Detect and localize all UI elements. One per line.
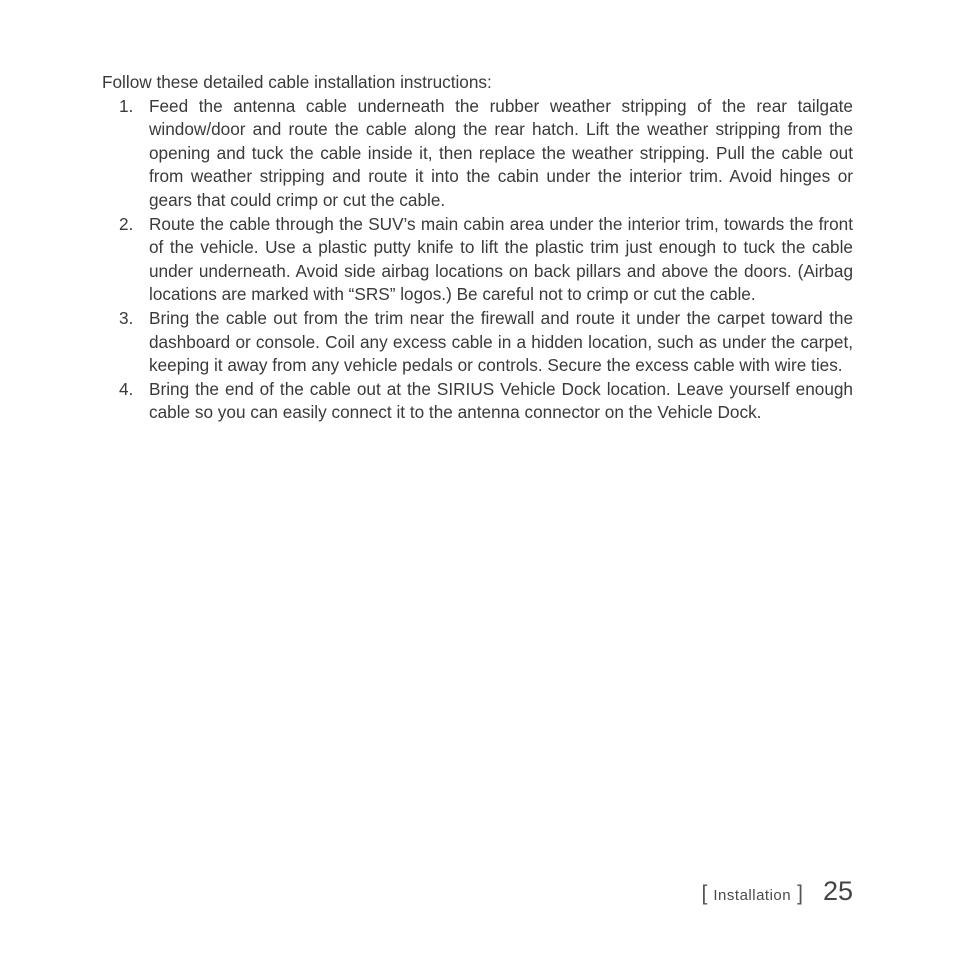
- step-number: 3.: [119, 307, 134, 328]
- intro-paragraph: Follow these detailed cable installation instructions:: [102, 72, 492, 92]
- page-footer: [702, 876, 853, 907]
- step-text: Route the cable through the SUV’s main cabin area under the interior trim, towards the front of the vehicle. Use a plastic putty knife to lift the plastic trim just enough to tuck the cable under underneath. Avoid side airbag locations on back pillars and above the doors. (Airbag locations are marked with “SRS” logos.) Be careful not to crimp or cut the cable.: [149, 213, 853, 305]
- step-number: 4.: [119, 378, 134, 399]
- section-label: Installation: [713, 887, 792, 904]
- document-body: [102, 71, 853, 425]
- bracket-close: ]: [797, 882, 803, 905]
- list-item: [102, 95, 853, 213]
- step-number: 1.: [119, 95, 134, 116]
- list-item: [102, 378, 853, 425]
- instruction-list: [102, 95, 853, 425]
- step-text: Bring the end of the cable out at the SIRIUS Vehicle Dock location. Leave yourself enough cable so you can easily connect it to the antenna connector on the Vehicle Dock.: [149, 378, 853, 423]
- page-number: 25: [822, 876, 853, 906]
- step-text: Bring the cable out from the trim near the firewall and route it under the carpet toward the dashboard or console. Coil any excess cable in a hidden location, such as under the carpet, keeping it away from any vehicle pedals or controls. Secure the excess cable with wire ties.: [149, 307, 853, 376]
- list-item: [102, 307, 853, 378]
- bracket-open: [: [701, 882, 708, 905]
- step-number: 2.: [119, 213, 134, 234]
- step-text: Feed the antenna cable underneath the rubber weather stripping of the rear tailgate window/door and route the cable along the rear hatch. Lift the weather stripping from the opening and tuck the cable inside it, then replace the weather stripping. Pull the cable out from weather stripping and route it into the cabin under the interior trim. Avoid hinges or gears that could crimp or cut the cable.: [149, 95, 853, 210]
- list-item: [102, 213, 853, 307]
